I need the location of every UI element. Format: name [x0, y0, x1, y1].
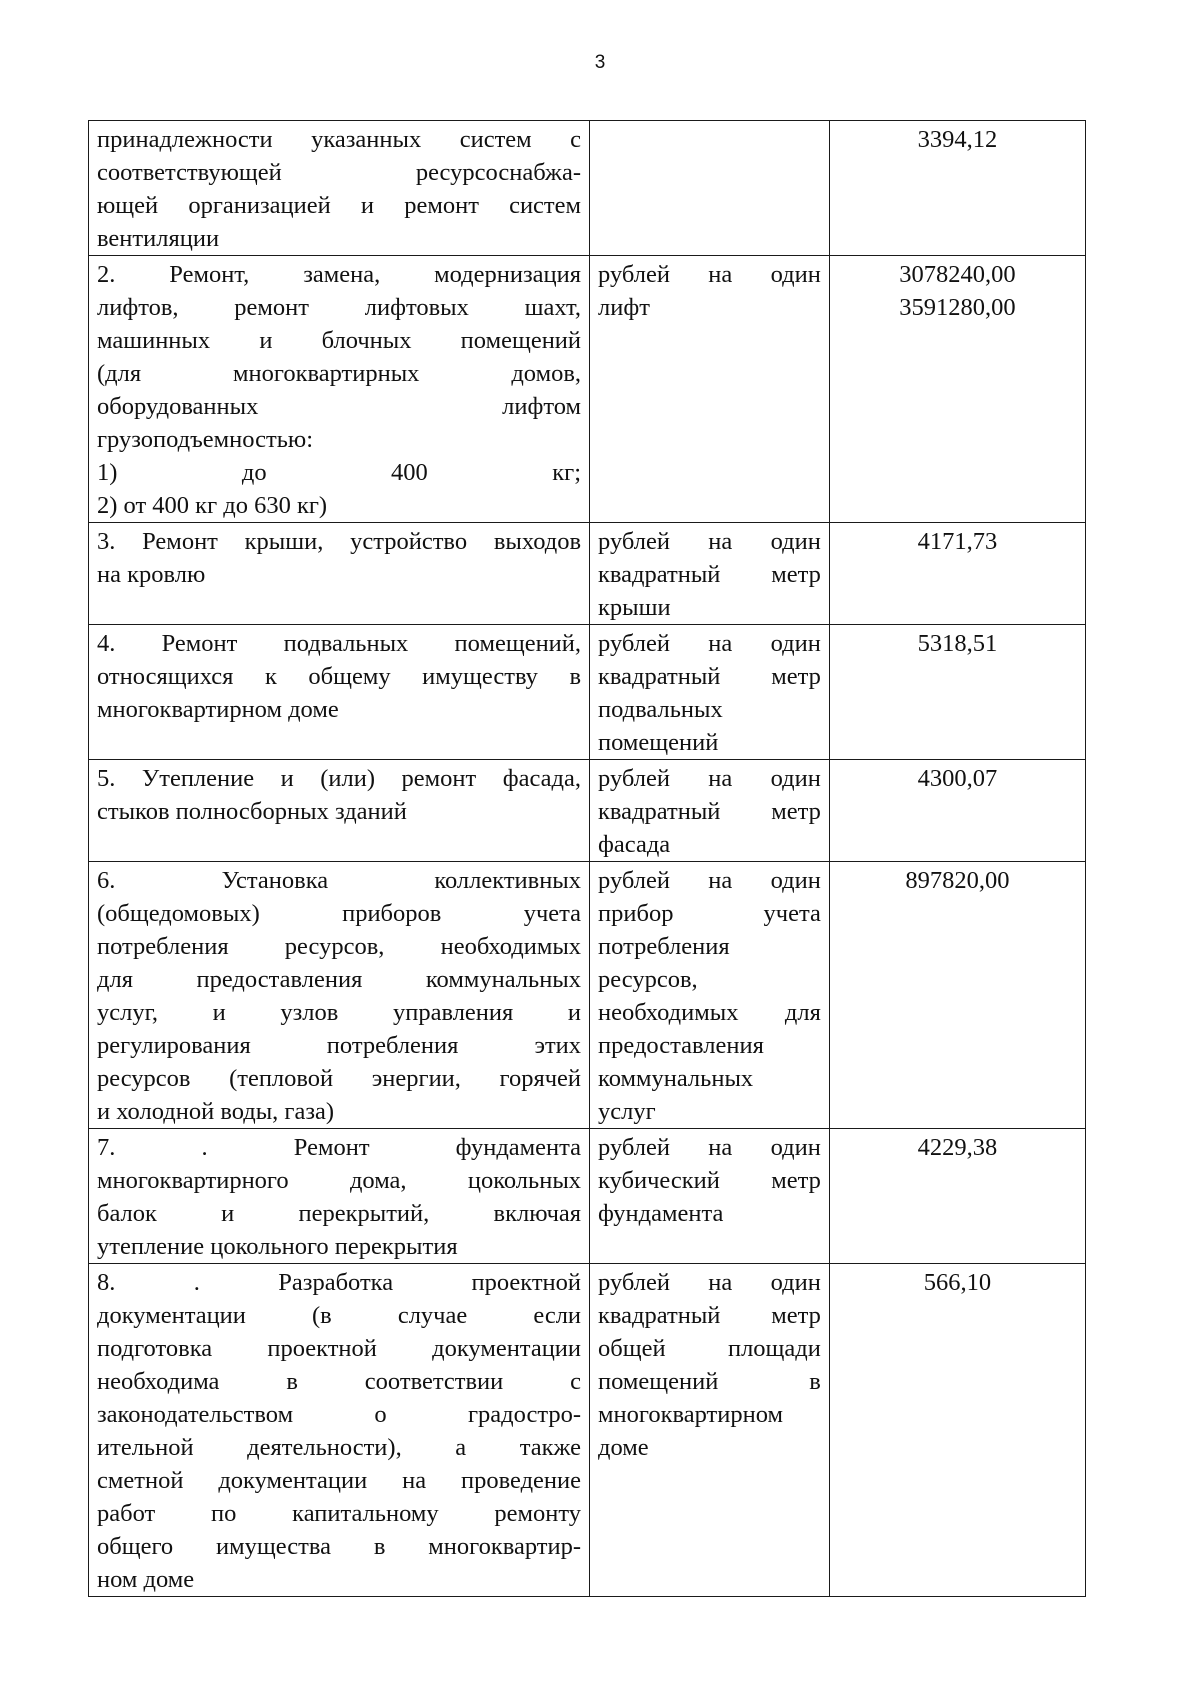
unit-line: коммунальных — [598, 1065, 754, 1092]
description-line: оборудованных лифтом — [97, 393, 582, 420]
description-line: стыков полносборных зданий — [97, 798, 407, 825]
unit-line: кубический метр — [598, 1167, 821, 1194]
work-description-cell — [89, 625, 590, 760]
unit-line: квадратный метр — [598, 561, 821, 588]
work-description-cell — [89, 862, 590, 1129]
unit-cell — [590, 256, 830, 523]
description-line: на кровлю — [97, 561, 206, 588]
work-description-cell — [89, 256, 590, 523]
rate-value: 4300,07 — [917, 765, 998, 792]
unit-line: квадратный метр — [598, 798, 821, 825]
description-line: услуг, и узлов управления и — [97, 999, 582, 1026]
description-line: 7. . Ремонт фундамента — [97, 1134, 582, 1161]
unit-line: рублей на один — [598, 765, 821, 792]
unit-line: необходимых для — [598, 999, 821, 1026]
work-description-cell — [89, 523, 590, 625]
table-row — [89, 256, 1086, 523]
unit-line: услуг — [598, 1098, 656, 1125]
description-line: (для многоквартирных домов, — [97, 360, 582, 387]
unit-cell — [590, 523, 830, 625]
unit-cell — [590, 625, 830, 760]
unit-cell — [590, 121, 830, 256]
description-line: для предоставления коммунальных — [97, 966, 582, 993]
description-line: утепление цокольного перекрытия — [97, 1233, 458, 1260]
rate-value: 897820,00 — [905, 867, 1010, 894]
description-line: 8. . Разработка проектной — [97, 1269, 582, 1296]
rates-table — [88, 120, 1086, 1597]
description-line: (общедомовых) приборов учета — [97, 900, 582, 927]
unit-line: квадратный метр — [598, 663, 821, 690]
unit-line: помещений — [598, 729, 719, 756]
rate-value: 4171,73 — [917, 528, 998, 555]
description-line: ном доме — [97, 1566, 195, 1593]
value-cell — [829, 760, 1085, 862]
value-cell — [829, 523, 1085, 625]
description-line: общего имущества в многоквартир- — [97, 1533, 582, 1560]
unit-line: крыши — [598, 594, 671, 621]
description-line: 3. Ремонт крыши, устройство выходов — [97, 528, 582, 555]
description-line: работ по капитальному ремонту — [97, 1500, 582, 1527]
page-number: 3 — [594, 52, 606, 73]
value-cell — [829, 256, 1085, 523]
description-line: 4. Ремонт подвальных помещений, — [97, 630, 582, 657]
description-line: относящихся к общему имуществу в — [97, 663, 582, 690]
description-line: принадлежности указанных систем с — [97, 126, 582, 153]
description-line: законодательством о градостро- — [97, 1401, 582, 1428]
description-line: необходима в соответствии с — [97, 1368, 582, 1395]
rate-value: 5318,51 — [917, 630, 998, 657]
description-line: машинных и блочных помещений — [97, 327, 582, 354]
description-line: многоквартирном доме — [97, 696, 339, 723]
work-description-cell — [89, 1264, 590, 1597]
unit-line: помещений в — [598, 1368, 821, 1395]
description-line: и холодной воды, газа) — [97, 1098, 335, 1125]
description-line: регулирования потребления этих — [97, 1032, 582, 1059]
description-line: сметной документации на проведение — [97, 1467, 582, 1494]
description-line: ющей организацией и ремонт систем — [97, 192, 582, 219]
description-line: многоквартирного дома, цокольных — [97, 1167, 582, 1194]
description-line: потребления ресурсов, необходимых — [97, 933, 582, 960]
rates-table-body — [89, 121, 1086, 1597]
work-description-cell — [89, 1129, 590, 1264]
unit-line: прибор учета — [598, 900, 821, 927]
description-line: соответствующей ресурсоснабжа- — [97, 159, 582, 186]
table-row — [89, 1129, 1086, 1264]
description-line: 2) от 400 кг до 630 кг) — [97, 492, 328, 519]
description-line: ресурсов (тепловой энергии, горячей — [97, 1065, 582, 1092]
unit-line: рублей на один — [598, 867, 821, 894]
table-row — [89, 760, 1086, 862]
description-line: ительной деятельности), а также — [97, 1434, 582, 1461]
unit-line: потребления — [598, 933, 730, 960]
description-line: балок и перекрытий, включая — [97, 1200, 582, 1227]
work-description-cell — [89, 760, 590, 862]
table-row — [89, 523, 1086, 625]
unit-line: многоквартирном — [598, 1401, 784, 1428]
rate-value: 4229,38 — [917, 1134, 998, 1161]
rate-value: 3394,12 — [917, 126, 998, 153]
description-line: 1) до 400 кг; — [97, 459, 582, 486]
unit-line: рублей на один — [598, 528, 821, 555]
unit-cell — [590, 1129, 830, 1264]
unit-cell — [590, 760, 830, 862]
unit-line: ресурсов, — [598, 966, 698, 993]
unit-line: квадратный метр — [598, 1302, 821, 1329]
table-row — [89, 862, 1086, 1129]
description-line: грузоподъемностью: — [97, 426, 314, 453]
table-row — [89, 625, 1086, 760]
rate-value: 3078240,00 — [899, 261, 1016, 288]
unit-line: подвальных — [598, 696, 723, 723]
unit-cell — [590, 862, 830, 1129]
unit-line: рублей на один — [598, 630, 821, 657]
table-row — [89, 121, 1086, 256]
value-cell — [829, 121, 1085, 256]
description-line: 5. Утепление и (или) ремонт фасада, — [97, 765, 582, 792]
rate-value: 3591280,00 — [899, 294, 1016, 321]
table-row — [89, 1264, 1086, 1597]
unit-line: рублей на один — [598, 1134, 821, 1161]
unit-line: рублей на один — [598, 261, 821, 288]
value-cell — [829, 625, 1085, 760]
unit-line: рублей на один — [598, 1269, 821, 1296]
description-line: вентиляции — [97, 225, 220, 252]
value-cell — [829, 862, 1085, 1129]
unit-cell — [590, 1264, 830, 1597]
unit-line: общей площади — [598, 1335, 821, 1362]
value-cell — [829, 1129, 1085, 1264]
rate-value: 566,10 — [923, 1269, 992, 1296]
unit-line: доме — [598, 1434, 649, 1461]
unit-line: лифт — [598, 294, 650, 321]
unit-line: фасада — [598, 831, 671, 858]
unit-line: фундамента — [598, 1200, 724, 1227]
description-line: документации (в случае если — [97, 1302, 582, 1329]
unit-line: предоставления — [598, 1032, 764, 1059]
description-line: 6. Установка коллективных — [97, 867, 582, 894]
description-line: 2. Ремонт, замена, модернизация — [97, 261, 582, 288]
description-line: подготовка проектной документации — [97, 1335, 582, 1362]
work-description-cell — [89, 121, 590, 256]
value-cell — [829, 1264, 1085, 1597]
description-line: лифтов, ремонт лифтовых шахт, — [97, 294, 582, 321]
